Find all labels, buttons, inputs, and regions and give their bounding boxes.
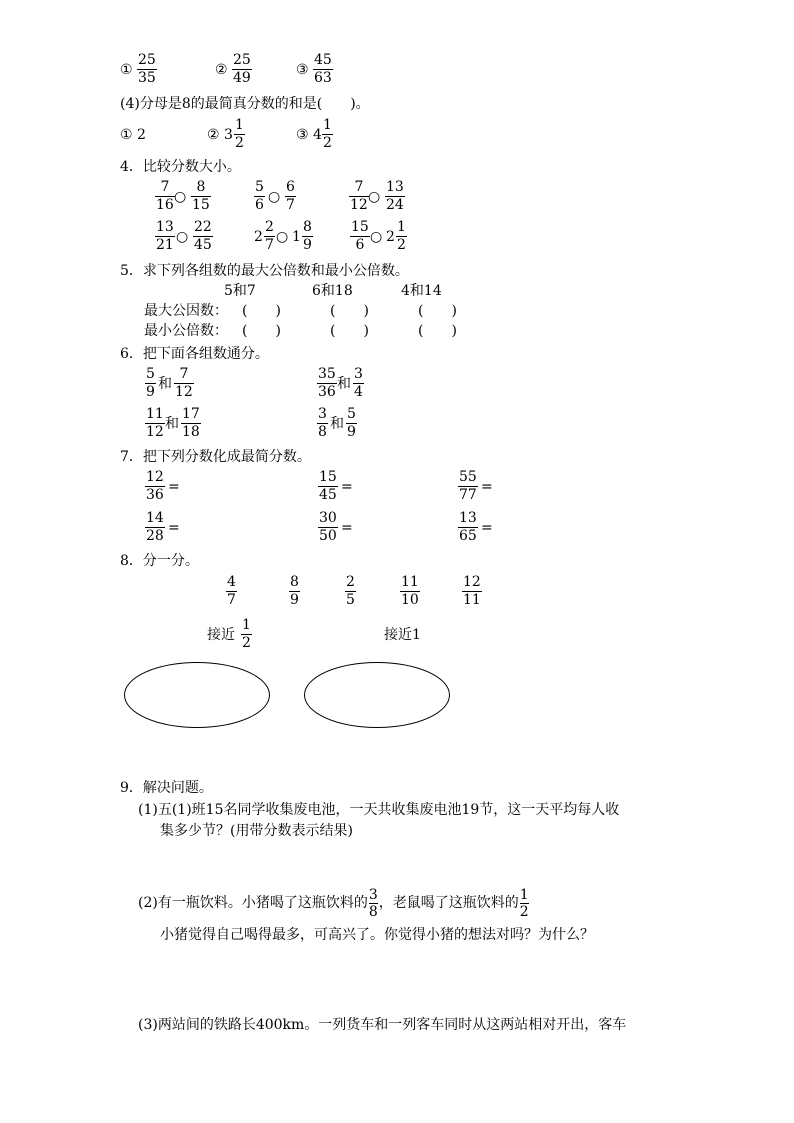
fraction: 13 65 xyxy=(459,510,477,544)
question-4-title: 4．比较分数大小。 xyxy=(120,159,241,175)
near-one-ellipse[interactable] xyxy=(304,662,450,728)
and-text: 和 xyxy=(158,376,172,392)
option-fraction: 1 2 xyxy=(323,117,332,151)
problem-2-line2: 小猪觉得自己喝得最多，可高兴了。你觉得小猪的想法对吗？为什么？ xyxy=(160,927,594,943)
question-5-title: 5．求下列各组数的最大公倍数和最小公倍数。 xyxy=(120,263,409,279)
option-marker: ③ xyxy=(296,62,309,78)
fraction: 35 36 xyxy=(318,366,336,400)
fraction[interactable]: 11 10 xyxy=(401,574,419,608)
fraction: 7 12 xyxy=(175,366,193,400)
and-text: 和 xyxy=(330,416,344,432)
mixed-whole: 3 xyxy=(224,127,233,143)
option-marker: ② xyxy=(215,62,228,78)
number-group: 6和18 xyxy=(312,283,353,299)
mixed-whole: 2 xyxy=(254,229,263,245)
mixed-whole: 2 xyxy=(386,229,395,245)
compare-circle-icon[interactable]: ○ xyxy=(276,229,289,245)
fraction: 3 4 xyxy=(354,366,363,400)
fraction: 55 77 xyxy=(459,469,477,503)
compare-circle-icon[interactable]: ○ xyxy=(268,189,281,205)
equals-sign: = xyxy=(168,479,180,495)
fraction: 12 36 xyxy=(146,469,164,503)
answer-blank[interactable]: ( ) xyxy=(418,303,457,319)
fraction: 14 28 xyxy=(146,510,164,544)
option-fraction: 25 49 xyxy=(233,52,251,86)
equals-sign: = xyxy=(481,520,493,536)
answer-blank[interactable]: ( ) xyxy=(242,303,281,319)
fraction: 15 45 xyxy=(319,469,337,503)
problem-1-line2: 集多少节？(用带分数表示结果) xyxy=(160,823,353,839)
question-3-4-text: (4)分母是8的最简真分数的和是( )。 xyxy=(120,96,370,112)
fraction: 1 2 xyxy=(397,219,406,253)
answer-blank[interactable]: ( ) xyxy=(418,323,457,339)
fraction: 17 18 xyxy=(182,406,200,440)
fraction[interactable]: 8 9 xyxy=(290,574,299,608)
option-fraction: 25 35 xyxy=(138,52,156,86)
and-text: 和 xyxy=(337,376,351,392)
answer-blank[interactable]: ( ) xyxy=(330,303,369,319)
fraction: 5 9 xyxy=(146,366,155,400)
problem-2-line1: (2)有一瓶饮料。小猪喝了这瓶饮料的 $\frac{3}{8}$ ，老鼠喝了这瓶饮料的 $\frac{1}{2}$ xyxy=(138,886,529,920)
fraction[interactable]: 12 11 xyxy=(463,574,481,608)
problem-1-line1: (1)五(1)班15名同学收集废电池，一天共收集废电池19节，这一天平均每人收 xyxy=(138,802,620,818)
answer-blank[interactable]: ( ) xyxy=(242,323,281,339)
equals-sign: = xyxy=(341,520,353,536)
and-text: 和 xyxy=(165,416,179,432)
problem-3-line1: (3)两站间的铁路长400km。一列货车和一列客车同时从这两站相对开出，客车 xyxy=(138,1017,627,1033)
option-value: 2 xyxy=(137,127,146,143)
fraction: 7 12 xyxy=(350,179,368,213)
compare-circle-icon[interactable]: ○ xyxy=(174,189,187,205)
option-marker: ① xyxy=(120,127,133,143)
option-fraction: 1 2 xyxy=(235,117,244,151)
fraction: 1 2 xyxy=(242,617,251,651)
compare-circle-icon[interactable]: ○ xyxy=(368,189,381,205)
compare-circle-icon[interactable]: ○ xyxy=(370,229,383,245)
number-group: 4和14 xyxy=(401,283,442,299)
fraction: 22 45 xyxy=(194,219,212,253)
fraction: 3 8 xyxy=(318,406,327,440)
option-marker: ② xyxy=(207,127,220,143)
equals-sign: = xyxy=(341,479,353,495)
fraction[interactable]: 4 7 xyxy=(227,574,236,608)
fraction: $\frac{3}{8}$ xyxy=(368,886,378,920)
lcm-label: 最小公倍数： xyxy=(144,323,228,339)
question-7-title: 7．把下列分数化成最简分数。 xyxy=(120,449,311,465)
fraction: 2 7 xyxy=(265,219,274,253)
equals-sign: = xyxy=(481,479,493,495)
mixed-whole: 1 xyxy=(292,229,301,245)
option-fraction: 45 63 xyxy=(314,52,332,86)
fraction: 5 6 xyxy=(255,179,264,213)
answer-blank[interactable]: ( ) xyxy=(330,323,369,339)
question-6-title: 6．把下面各组数通分。 xyxy=(120,346,269,362)
fraction: 11 12 xyxy=(146,406,164,440)
option-marker: ① xyxy=(120,62,133,78)
option-marker: ③ xyxy=(296,127,309,143)
question-9-title: 9．解决问题。 xyxy=(120,780,213,796)
fraction[interactable]: 2 5 xyxy=(346,574,355,608)
fraction: 8 15 xyxy=(192,179,210,213)
fraction: $\frac{1}{2}$ xyxy=(519,886,529,920)
near-half-label: 接近 xyxy=(207,627,235,643)
fraction: 5 9 xyxy=(347,406,356,440)
mixed-whole: 4 xyxy=(313,127,322,143)
near-half-ellipse[interactable] xyxy=(124,662,270,728)
fraction: 6 7 xyxy=(286,179,295,213)
fraction: 15 6 xyxy=(351,219,369,253)
fraction: 7 16 xyxy=(156,179,174,213)
gcd-label: 最大公因数： xyxy=(144,303,228,319)
number-group: 5和7 xyxy=(224,283,256,299)
fraction: 13 21 xyxy=(156,219,174,253)
fraction: 8 9 xyxy=(303,219,312,253)
question-8-title: 8．分一分。 xyxy=(120,553,199,569)
fraction: 30 50 xyxy=(319,510,337,544)
near-one-label: 接近1 xyxy=(384,627,421,643)
fraction: 13 24 xyxy=(386,179,404,213)
compare-circle-icon[interactable]: ○ xyxy=(176,229,189,245)
equals-sign: = xyxy=(168,520,180,536)
